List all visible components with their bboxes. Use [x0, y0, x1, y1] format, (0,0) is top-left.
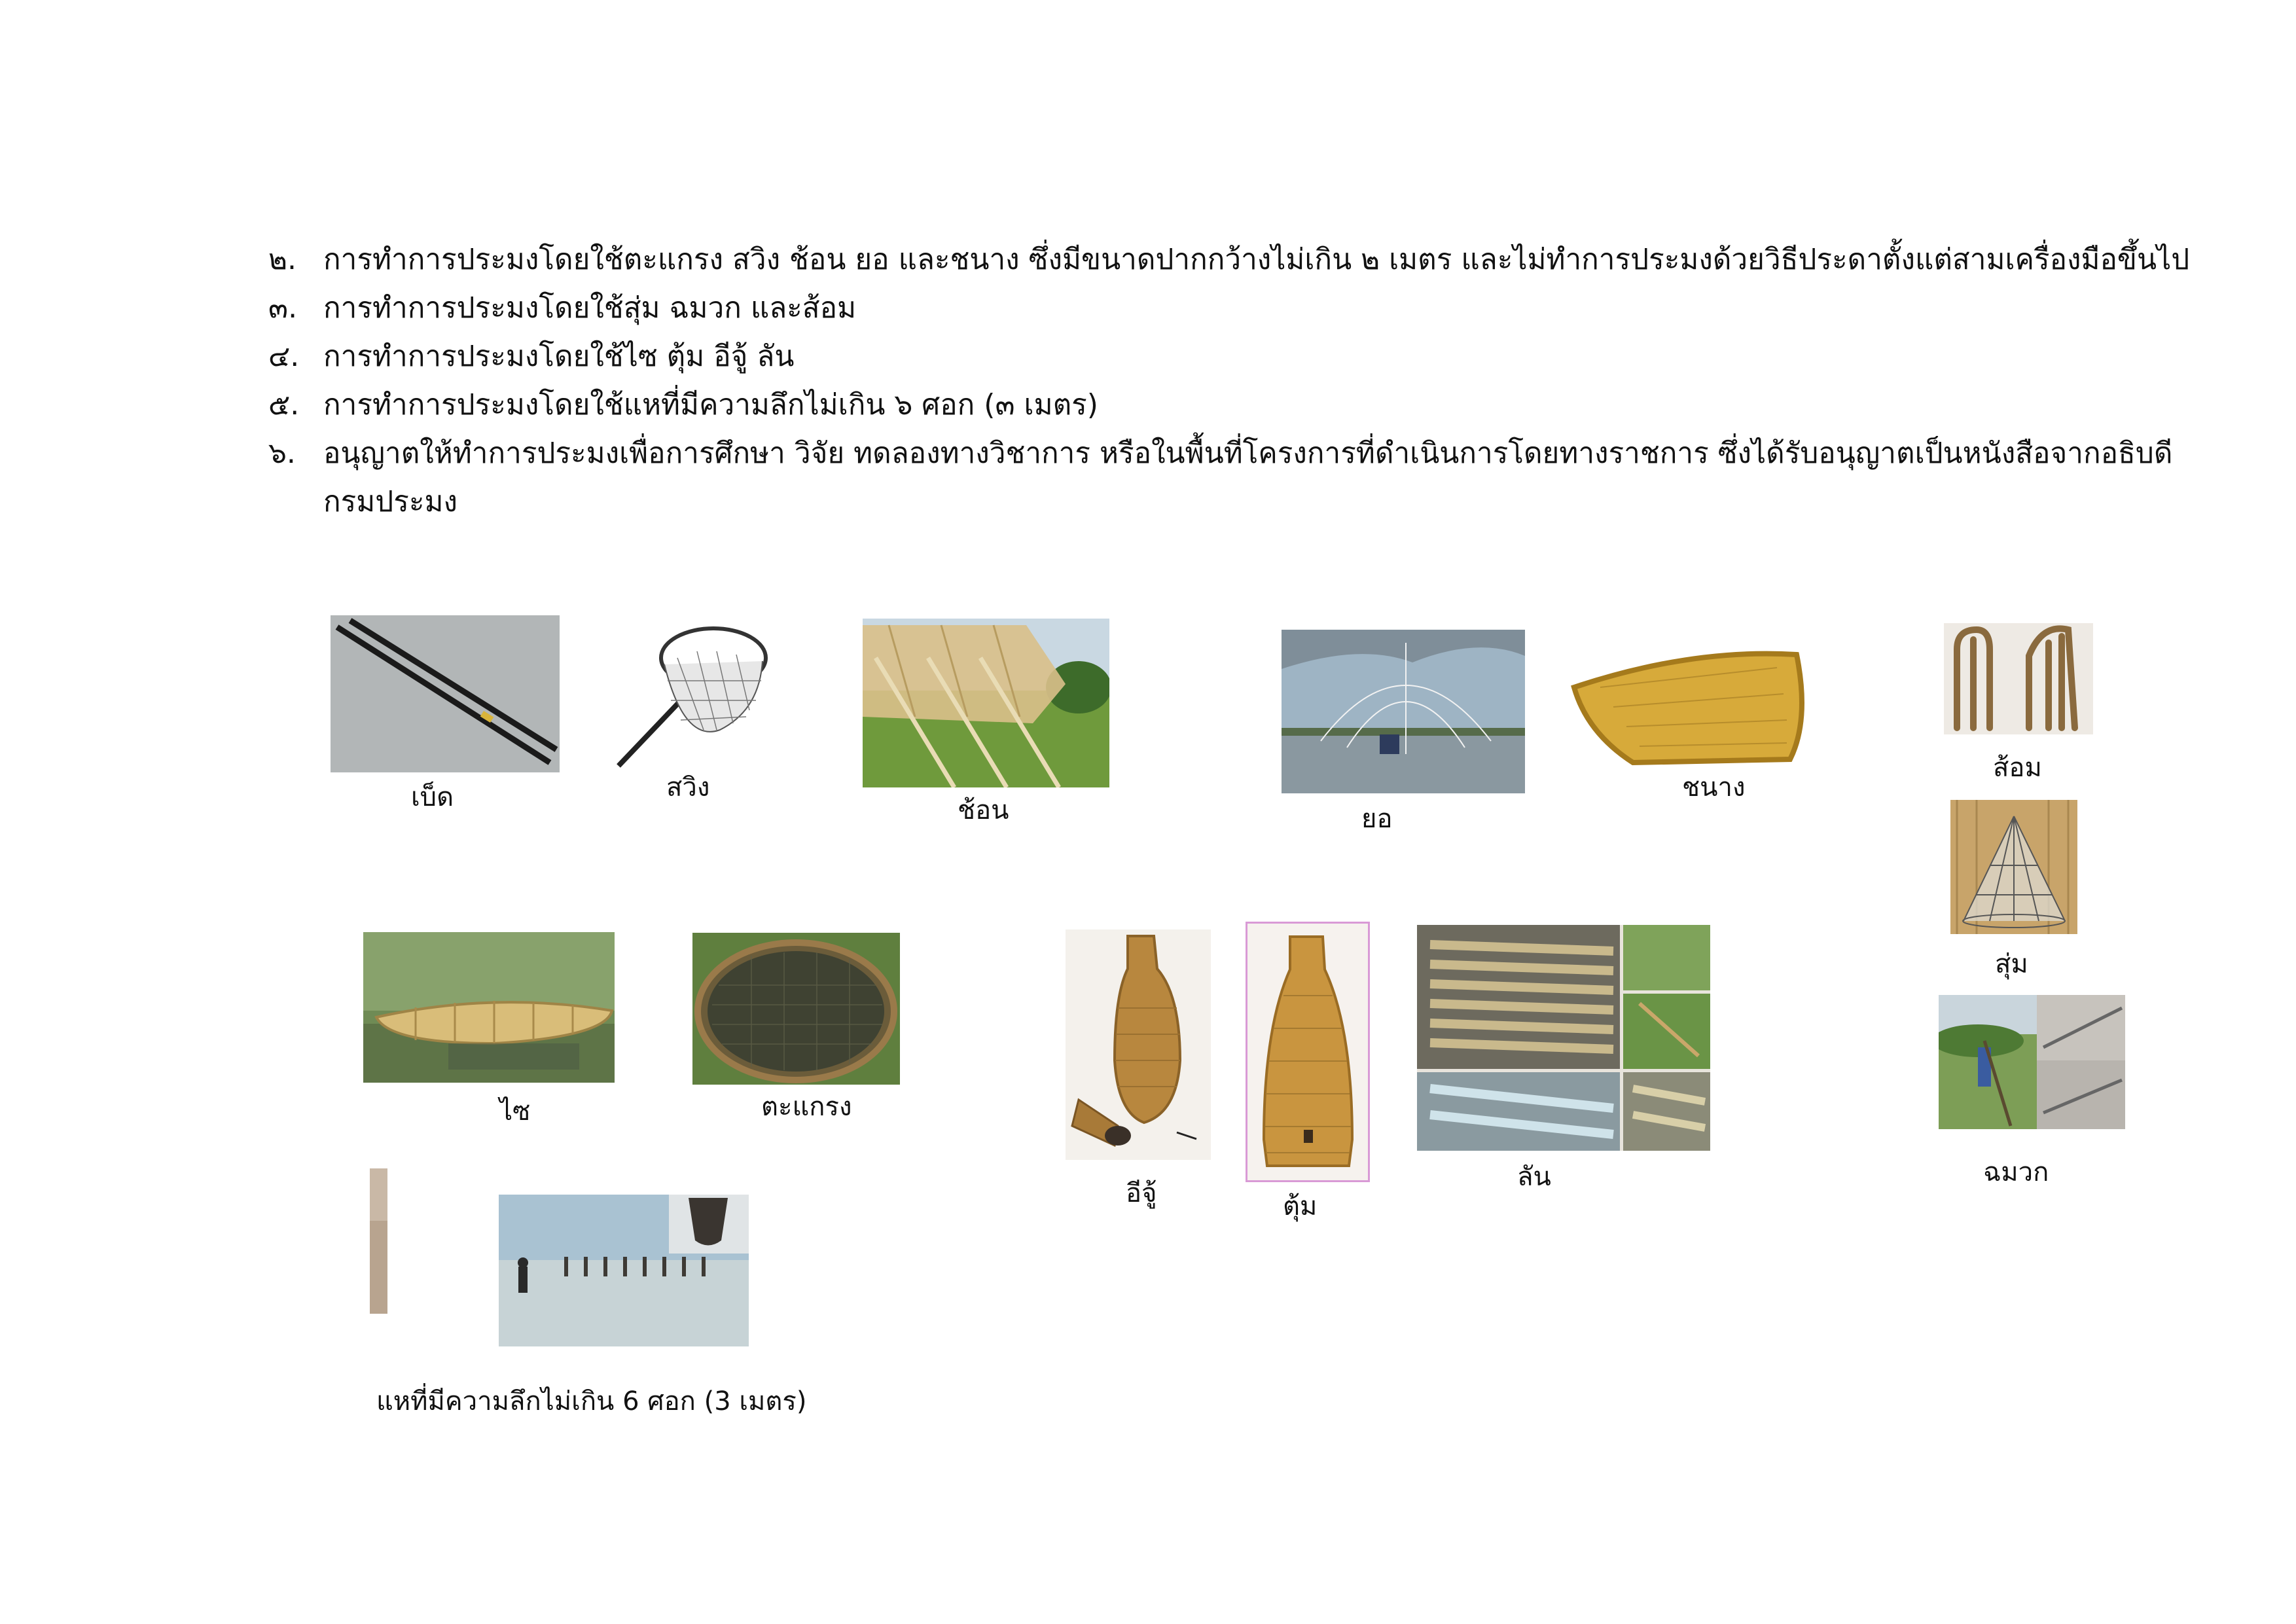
rule-number: ๓. — [268, 291, 298, 325]
rule-number: ๔. — [268, 340, 300, 373]
caption-takraeng: ตะแกรง — [761, 1092, 852, 1122]
rule-number: ๒. — [268, 243, 296, 276]
caption-yo: ยอ — [1361, 804, 1393, 834]
caption-bet: เบ็ด — [411, 782, 454, 812]
fishing-rod-photo — [331, 615, 560, 772]
caption-chon: ช้อน — [958, 795, 1009, 825]
rule-text: การทำการประมงโดยใช้สุ่ม ฉมวก และส้อม — [323, 291, 857, 325]
rule-item — [268, 429, 2219, 526]
sieve-tray-photo — [692, 933, 900, 1085]
caption-som: ส้อม — [1993, 753, 2042, 783]
caption-sai: ไซ — [499, 1096, 531, 1127]
cropped-photo-strip — [370, 1168, 387, 1314]
caption-chamuak: ฉมวก — [1983, 1157, 2049, 1187]
rule-text: อนุญาตให้ทำการประมงเพื่อการศึกษา วิจัย ทดลองทางวิชาการ หรือในพื้นที่โครงการที่ดำเนินการโดยทางราชการ ซึ่งได้รับอนุญาตเป็นหนังสือจากอธิบดีกรมประมง — [323, 437, 2173, 518]
basket-trap-photo — [363, 932, 615, 1083]
caption-lan: ลัน — [1517, 1162, 1551, 1192]
rule-number: ๕. — [268, 388, 300, 422]
rule-item — [268, 284, 2219, 333]
bamboo-tube-trap-photo — [1417, 925, 1710, 1151]
rule-item — [268, 236, 2219, 284]
tum-trap-photo — [1246, 922, 1370, 1182]
rule-item — [268, 381, 2219, 429]
caption-chanang: ชนาง — [1682, 772, 1746, 803]
cast-net-photo — [499, 1195, 749, 1346]
caption-tum: ตุ้ม — [1283, 1191, 1318, 1221]
caption-hae: แหที่มีความลึกไม่เกิน 6 ศอก (3 เมตร) — [376, 1386, 807, 1416]
rule-item — [268, 333, 2219, 381]
rules-list — [268, 236, 2219, 526]
eju-trap-photo — [1066, 929, 1211, 1160]
scoop-basket-photo — [1561, 641, 1816, 776]
caption-sum: สุ่ม — [1995, 949, 2028, 979]
cover-trap-photo — [1950, 800, 2077, 934]
caption-sawing: สวิง — [666, 772, 710, 803]
landing-net-photo — [605, 619, 776, 776]
lift-net-photo — [863, 619, 1109, 787]
dip-net-photo — [1282, 630, 1525, 793]
rule-text: การทำการประมงโดยใช้แหที่มีความลึกไม่เกิน ๖ ศอก (๓ เมตร) — [323, 388, 1098, 422]
spear-fork-photo — [1944, 623, 2093, 734]
rule-text: การทำการประมงโดยใช้ตะแกรง สวิง ช้อน ยอ และชนาง ซึ่งมีขนาดปากกว้างไม่เกิน ๒ เมตร และไม่ทำการประมงด้วยวิธีประดาตั้งแต่สามเครื่องมือขึ้นไป — [323, 243, 2190, 276]
rule-text: การทำการประมงโดยใช้ไซ ตุ้ม อีจู้ ลัน — [323, 340, 795, 373]
rule-number: ๖. — [268, 437, 296, 470]
caption-eju: อีจู้ — [1126, 1178, 1157, 1208]
fish-spear-photo — [1939, 995, 2125, 1129]
